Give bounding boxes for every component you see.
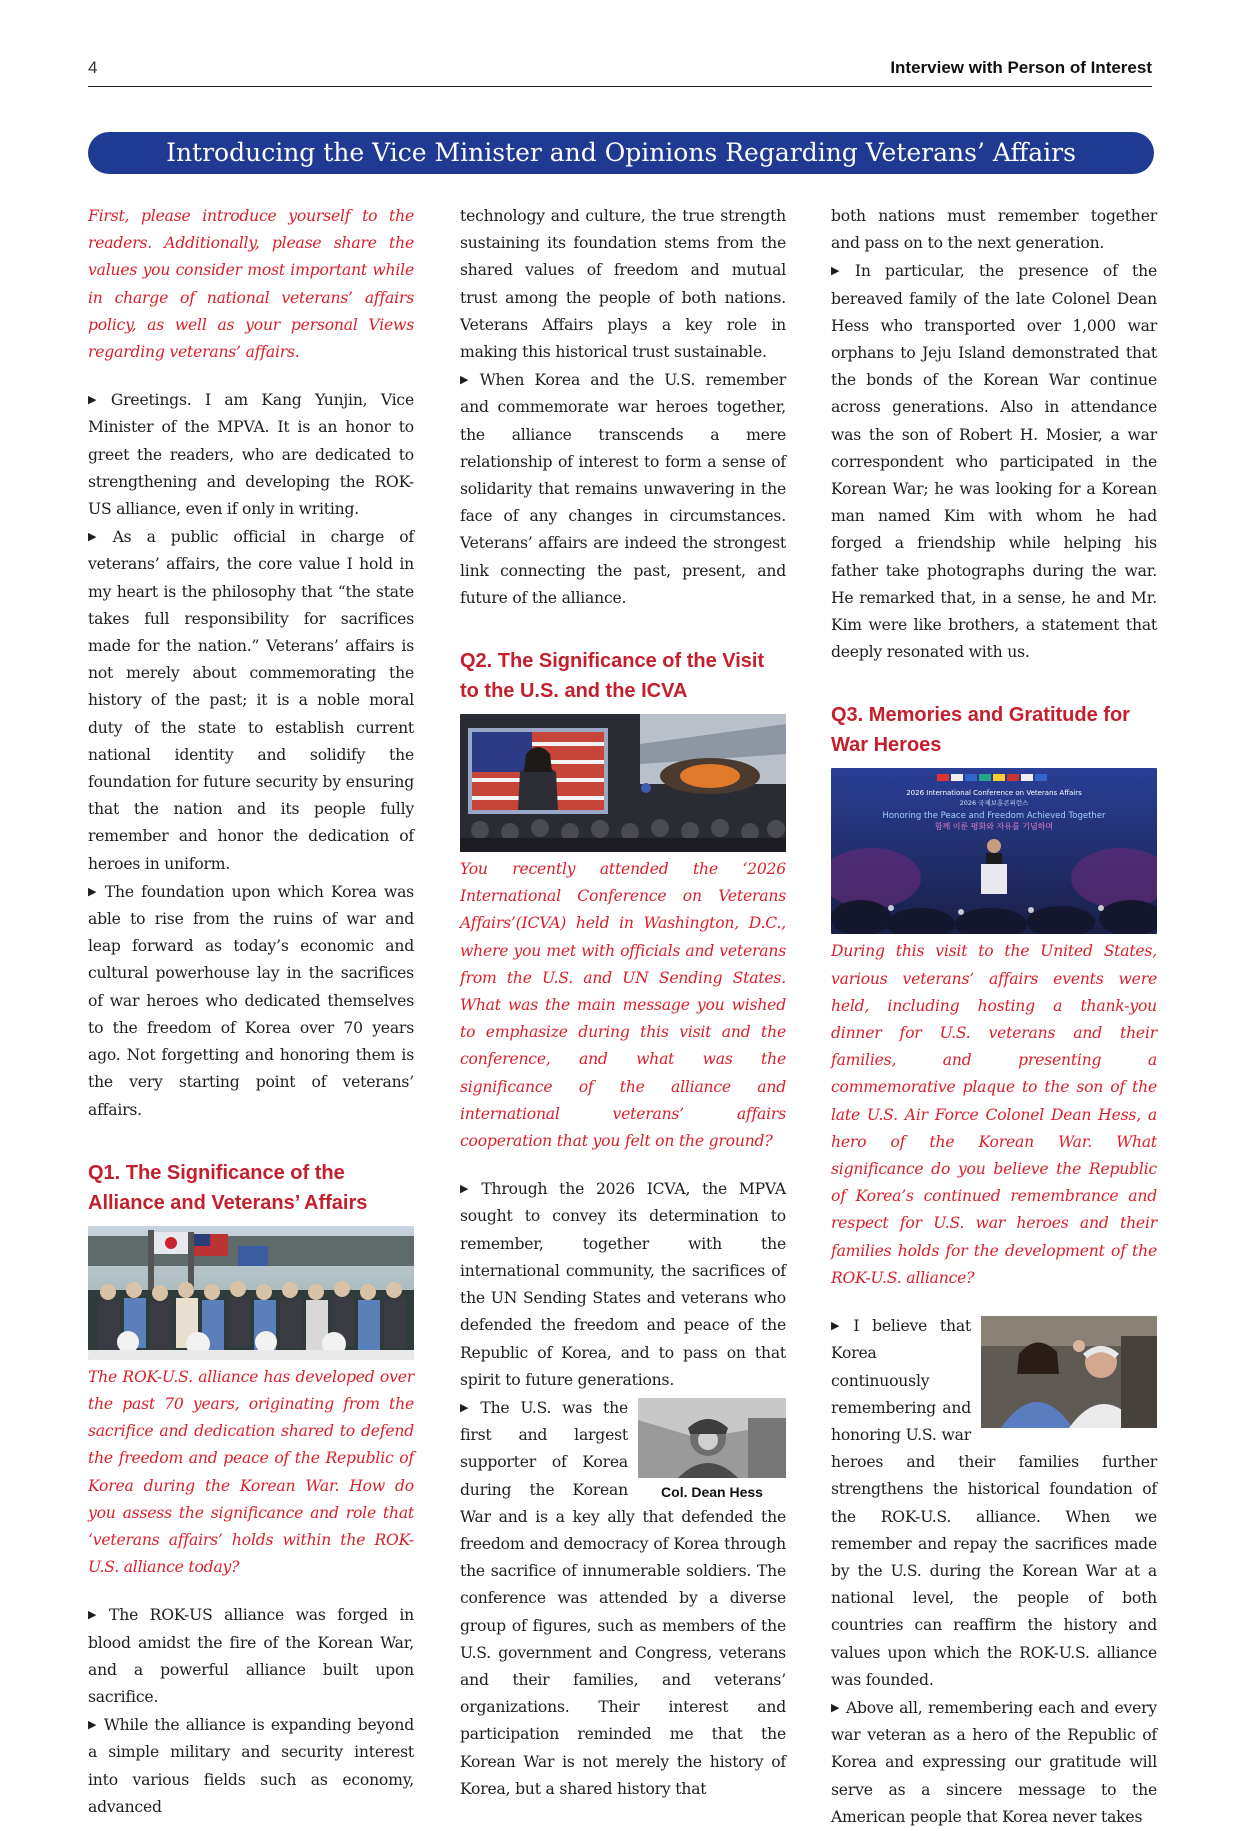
q2-answer-1: ▶ Through the 2026 ICVA, the MPVA sought to convey its determination to remember, together with the international community, the sacrifices of the UN Sending States and veterans who defended the freedom and peace of the Republic of Korea, and to pass on that spirit to future generations. [460, 1180, 786, 1389]
intro-question: First, please introduce yourself to the readers. Additionally, please share the values you consider most important while in charge of national veterans’ affairs policy, as well as your personal Views regarding veterans’ affairs. [88, 207, 414, 362]
page-number: 4 [88, 58, 98, 77]
intro-answer-1: ▶ Greetings. I am Kang Yunjin, Vice Minister of the MPVA. It is an honor to greet the readers, who are dedicated to strengthening and developing the ROK-US alliance, even if only in writing. [88, 391, 414, 519]
q2-heading: Q2. The Significance of the Visit to the U.S. and the ICVA [460, 650, 765, 703]
triangle-bullet-icon: ▶ [88, 393, 105, 407]
q2-conference-photo [460, 714, 786, 852]
triangle-bullet-icon: ▶ [88, 1718, 98, 1732]
q3-answer-1: ▶ I believe that Korea continuously remembering and honoring U.S. war heroes and their families further strengthens the historical foundation of the ROK-U.S. alliance. When we remember and repay the sacrifices made by the U.S. during the Korean War at a national level, the people of both countries can reaffirm the history and values upon which the ROK-U.S. alliance was founded. [831, 1317, 1157, 1689]
q1-answer-3: ▶ When Korea and the U.S. remember and commemorate war heroes together, the alliance transcends a mere relationship of interest to form a sense of solidarity that remains unwavering in the face of any changes in circumstances. Veterans’ affairs are indeed the strongest link connecting the past, present, and future of the alliance. [460, 371, 786, 607]
q1-group-photo [88, 1226, 414, 1360]
header-divider [88, 86, 1152, 87]
dean-hess-photo [638, 1398, 786, 1478]
intro-answer-2: ▶ As a public official in charge of veterans’ affairs, the core value I hold in my heart is the philosophy that “the state takes full responsibility for sacrifices made for the nation.” Veterans’ affairs is not merely about commemorating the history of the past; it is a noble moral duty of the state to establish current national identity and solidify the foundation for future security by ensuring that the nation and its people fully remember and honor the dedication of heroes in uniform. [88, 528, 414, 873]
q3-heading: Q3. Memories and Gratitude for War Heroes [831, 704, 1130, 757]
q2-question: You recently attended the ‘2026 International Conference on Veterans Affairs’(ICVA) held in Washington, D.C., where you met with officials and veterans from the U.S. and UN Sending States. What was the main message you wished to emphasize during this visit and the conference, and what was the significance of the alliance and international veterans’ affairs cooperation that you felt on the ground? [460, 860, 786, 1151]
triangle-bullet-icon: ▶ [460, 1400, 475, 1414]
slide-title-2: 2026 국제보훈콘퍼런스 [959, 799, 1029, 808]
veteran-conversation-inset [981, 1316, 1157, 1432]
q1-answer-2-continued: technology and culture, the true strength sustaining its foundation stems from the shared values of freedom and mutual trust among the people of both nations. Veterans Affairs plays a key role in making this historical trust sustainable. [460, 207, 786, 362]
q1-answer-2: ▶ While the alliance is expanding beyond a simple military and security interest into various fields such as economy, advanced [88, 1716, 414, 1816]
section-title: Interview with Person of Interest [890, 58, 1152, 77]
column-2 [460, 203, 786, 1803]
slide-subtitle: Honoring the Peace and Freedom Achieved Together [882, 811, 1106, 822]
q2-answer-2: ▶ The U.S. was the first and largest supporter of Korea during the Korean War and is a key ally that defended the freedom and democracy of Korea through the sacrifice of innumerable soldiers. The conference was attended by a diverse group of figures, such as members of the U.S. government and Congress, veterans and their families, and veterans’ organizations. Their interest and participation reminded me that the Korean War is not merely the history of Korea, but a shared history that [460, 1398, 786, 1798]
q2-answer-2-continued: both nations must remember together and pass on to the next generation. [831, 207, 1157, 253]
slide-title-1: 2026 International Conference on Veterans Affairs [906, 789, 1082, 798]
triangle-bullet-icon: ▶ [831, 1319, 848, 1333]
veteran-conversation-photo [981, 1316, 1157, 1428]
q3-question: During this visit to the United States, various veterans’ affairs events were held, including hosting a thank-you dinner for U.S. veterans and their families, and presenting a commemorative plaque to the son of the late U.S. Air Force Colonel Dean Hess, a hero of the Korean War. What significance do you believe the Republic of Korea’s continued remembrance and respect for U.S. war heroes and their families holds for the development of the ROK-U.S. alliance? [831, 942, 1157, 1287]
q2-answer-3: ▶ In particular, the presence of the bereaved family of the late Colonel Dean Hess who transported over 1,000 war orphans to Jeju Island demonstrated that the bonds of the Korean War continue across generations. Also in attendance was the son of Robert H. Mosier, a war correspondent who participated in the Korean War; he was looking for a Korean man named Kim with whom he had forged a friendship while helping his father take photographs during the war. He remarked that, in a sense, he and Mr. Kim were like brothers, a statement that deeply resonated with us. [831, 262, 1157, 662]
triangle-bullet-icon: ▶ [831, 1700, 840, 1714]
intro-answer-3: ▶ The foundation upon which Korea was able to rise from the ruins of war and leap forward as today’s economic and cultural powerhouse lay in the sacrifices of war heroes who dedicated themselves to the freedom of Korea over 70 years ago. Not forgetting and honoring them is the very starting point of veterans’ affairs. [88, 882, 414, 1119]
column-1 [88, 203, 414, 1821]
column-3 [831, 203, 1157, 1831]
q1-answer-1: ▶ The ROK-US alliance was forged in blood amidst the fire of the Korean War, and a powerful alliance built upon sacrifice. [88, 1606, 414, 1706]
q1-question: The ROK-U.S. alliance has developed over the past 70 years, originating from the sacrifice and dedication shared to defend the freedom and peace of the Republic of Korea during the Korean War. How do you assess the significance and role that ‘veterans affairs’ holds within the ROK-U.S. alliance today? [88, 1367, 414, 1577]
dean-hess-caption: Col. Dean Hess [661, 1483, 763, 1500]
triangle-bullet-icon: ▶ [88, 1608, 104, 1622]
triangle-bullet-icon: ▶ [460, 373, 474, 387]
triangle-bullet-icon: ▶ [460, 1182, 476, 1196]
triangle-bullet-icon: ▶ [831, 264, 849, 278]
slide-subtitle-ko: 함께 이룬 평화와 자유를 기념하며 [934, 822, 1054, 832]
q1-heading: Q1. The Significance of the Alliance and Veterans’ Affairs [88, 1161, 368, 1214]
article-title-banner: Introducing the Vice Minister and Opinions Regarding Veterans’ Affairs [88, 132, 1154, 174]
dean-hess-inset [638, 1398, 786, 1500]
q3-answer-2: ▶ Above all, remembering each and every war veteran as a hero of the Republic of Korea and expressing our gratitude will serve as a sincere message to the American people that Korea never takes [831, 1698, 1157, 1826]
triangle-bullet-icon: ▶ [88, 530, 107, 544]
q3-podium-photo [831, 768, 1157, 934]
triangle-bullet-icon: ▶ [88, 884, 99, 898]
